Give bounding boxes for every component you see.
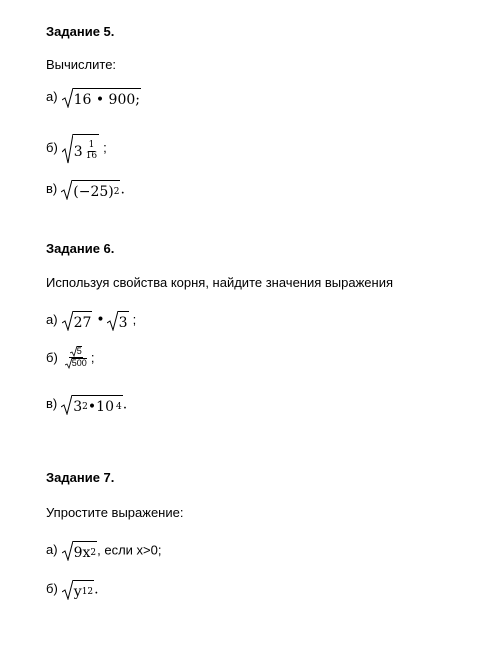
radical-sign-icon (62, 580, 73, 600)
item-tail: . (94, 581, 99, 598)
radical-sign-icon (107, 311, 118, 331)
radicand: 16 • 900; (73, 88, 141, 108)
item-tail: , если x>0; (97, 542, 162, 558)
fraction-denominator (64, 358, 88, 369)
task5-title: Задание 5. (46, 24, 115, 39)
radicand: y 12 (73, 580, 94, 600)
item-label: в) (46, 396, 58, 412)
radical-sign-icon (61, 180, 72, 200)
item-tail: . (122, 396, 128, 413)
fraction-numerator (69, 346, 83, 358)
item-label: б) (46, 140, 58, 156)
fraction (85, 141, 98, 162)
sqrt-expression (62, 134, 99, 164)
item-label: б) (46, 350, 58, 365)
radicand: (−25) 2 (72, 180, 120, 200)
radicand (73, 134, 99, 164)
item-label: а) (46, 312, 58, 328)
radical-sign-icon (62, 134, 73, 164)
radical-sign-icon (62, 88, 73, 108)
item-tail: . (120, 181, 125, 198)
base: 10 (96, 398, 114, 415)
item-label: а) (46, 542, 58, 558)
radicand-base: 9x (73, 544, 91, 561)
fraction (64, 346, 88, 369)
radicand: 3 2 • 10 4 (72, 395, 122, 415)
item-label: в) (46, 181, 58, 197)
radicand: 27 (73, 311, 93, 331)
fraction-numerator: 1 (88, 140, 95, 151)
sqrt-expression (107, 311, 129, 331)
radical-sign-icon (65, 358, 72, 369)
task6-item-b (46, 346, 94, 369)
radical-sign-icon (70, 346, 77, 357)
sqrt-expression (62, 580, 94, 600)
radicand: 5 (76, 346, 82, 357)
task7-title: Задание 7. (46, 470, 115, 485)
task6-instruction: Используя свойства корня, найдите значения выражения (46, 275, 394, 290)
task6-item-a (46, 311, 136, 331)
task7-item-b (46, 580, 99, 600)
sqrt-expression (62, 311, 93, 331)
sqrt-expression (62, 541, 98, 561)
task5-item-c (46, 180, 125, 200)
task5-item-a (46, 88, 141, 108)
sqrt-expression (62, 88, 141, 108)
radicand-base: (−25) (73, 183, 114, 200)
item-tail: ; (103, 140, 107, 156)
item-label: а) (46, 89, 58, 105)
sqrt-expression (61, 180, 120, 200)
item-tail: ; (132, 312, 137, 328)
task5-item-b (46, 134, 107, 164)
fraction-denominator: 16 (85, 151, 98, 161)
radicand-base: y (73, 583, 82, 600)
base: 3 (73, 398, 83, 415)
radical-sign-icon (61, 395, 72, 415)
radical-sign-icon (62, 541, 73, 561)
task7-item-a (46, 541, 161, 561)
radical-sign-icon (62, 311, 73, 331)
radicand: 3 (118, 311, 129, 331)
task6-item-c (46, 395, 127, 415)
task7-instruction: Упростите выражение: (46, 505, 184, 520)
multiply-dot: • (87, 398, 97, 415)
task6-title: Задание 6. (46, 241, 115, 256)
sqrt-expression (61, 395, 122, 415)
task5-instruction: Вычислите: (46, 57, 117, 72)
mixed-whole: 3 (73, 143, 83, 160)
item-label: б) (46, 581, 58, 597)
multiply-dot: • (96, 312, 105, 329)
radicand: 500 (71, 358, 87, 369)
radicand: 9x 2 (73, 541, 98, 561)
item-tail: ; (90, 350, 95, 365)
